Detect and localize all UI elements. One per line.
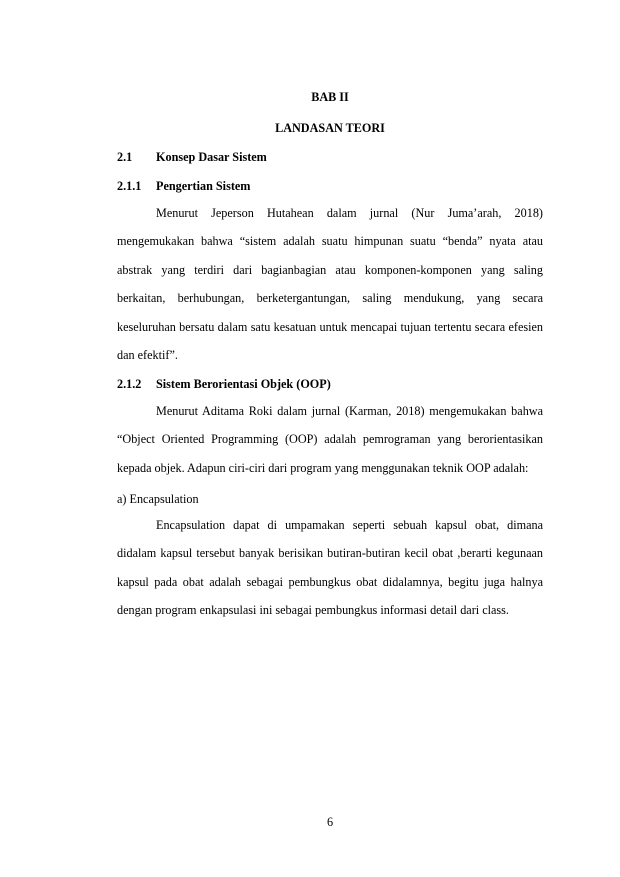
list-item: a) Encapsulation xyxy=(117,492,199,506)
subsection-heading xyxy=(117,179,250,193)
section-heading xyxy=(117,150,267,164)
subsection-title: Sistem Berorientasi Objek (OOP) xyxy=(156,377,331,391)
page-number: 6 xyxy=(326,815,334,829)
body-paragraph: Menurut Jeperson Hutahean dalam jurnal (Nur Juma’arah, 2018) mengemukakan bahwa “sistem adalah suatu himpunan suatu “benda” nyata atau abstrak yang terdiri dari bagianbagian atau komponen-komponen yang saling berkaitan, berhubungan, berketergantungan, saling mendukung, yang secara keseluruhan bersatu dalam satu kesatuan untuk mencapai tujuan tertentu secara efesien dan efektif”. xyxy=(117,206,543,363)
body-paragraph: Encapsulation dapat di umpamakan seperti sebuah kapsul obat, dimana didalam kapsul tersebut banyak berisikan butiran-butiran kecil obat ,berarti kegunaan kapsul pada obat adalah sebagai pembungkus obat didalamnya, begitu juga halnya dengan program enkapsulasi ini sebagai pembungkus informasi detail dari class. xyxy=(117,518,543,618)
chapter-number: BAB II xyxy=(311,90,349,104)
section-title: Konsep Dasar Sistem xyxy=(156,150,267,164)
subsection-title: Pengertian Sistem xyxy=(156,179,251,193)
subsection-heading xyxy=(117,377,331,391)
body-paragraph: Menurut Aditama Roki dalam jurnal (Karman, 2018) mengemukakan bahwa “Object Oriented Programming (OOP) adalah pemrograman yang berorientasikan kepada objek. Adapun ciri-ciri dari program yang menggunakan teknik OOP adalah: xyxy=(117,404,543,475)
subsection-number: 2.1.1 xyxy=(117,179,142,193)
subsection-number: 2.1.2 xyxy=(117,377,142,391)
chapter-title: LANDASAN TEORI xyxy=(275,121,385,135)
section-number: 2.1 xyxy=(117,150,133,164)
